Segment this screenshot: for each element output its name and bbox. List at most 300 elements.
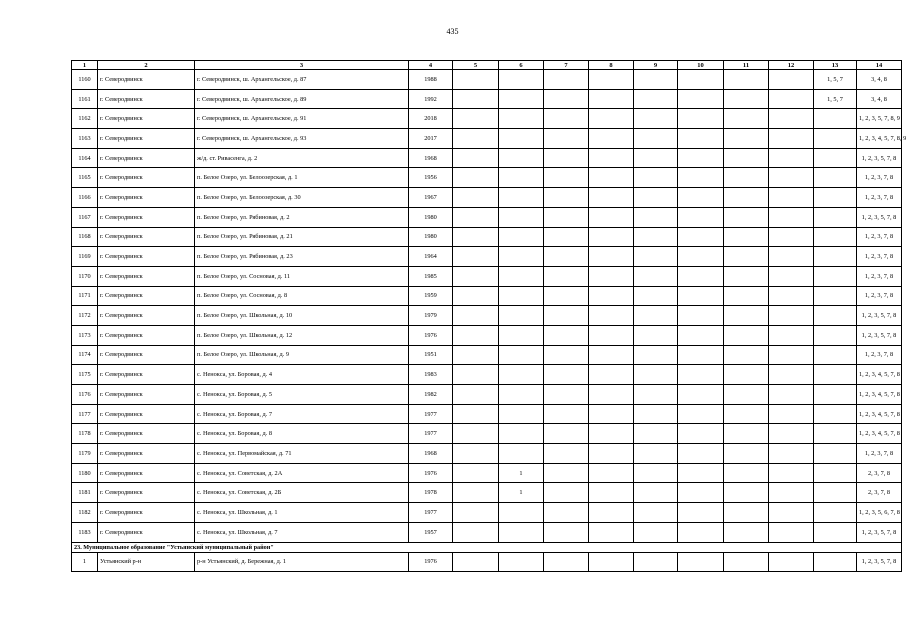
municipality-cell: г. Северодвинск bbox=[98, 70, 195, 90]
section-header-row bbox=[72, 542, 902, 552]
col11-cell bbox=[724, 266, 769, 286]
col5-cell bbox=[453, 385, 499, 405]
row-number-cell: 1170 bbox=[72, 266, 98, 286]
col10-cell bbox=[678, 552, 724, 572]
col8-cell bbox=[589, 247, 634, 267]
table-row bbox=[72, 345, 902, 365]
table-row bbox=[72, 306, 902, 326]
municipality-cell: г. Северодвинск bbox=[98, 306, 195, 326]
col5-cell bbox=[453, 109, 499, 129]
municipality-cell: г. Северодвинск bbox=[98, 227, 195, 247]
col10-cell bbox=[678, 365, 724, 385]
col12-cell bbox=[769, 325, 814, 345]
table-row bbox=[72, 247, 902, 267]
municipality-cell: г. Северодвинск bbox=[98, 188, 195, 208]
col13-cell bbox=[814, 247, 857, 267]
col10-cell bbox=[678, 266, 724, 286]
col12-cell bbox=[769, 345, 814, 365]
col5-cell bbox=[453, 227, 499, 247]
column-header: 7 bbox=[544, 61, 589, 70]
col10-cell bbox=[678, 404, 724, 424]
col11-cell bbox=[724, 522, 769, 542]
col11-cell bbox=[724, 483, 769, 503]
table-row bbox=[72, 365, 902, 385]
col12-cell bbox=[769, 70, 814, 90]
col11-cell bbox=[724, 424, 769, 444]
col6-cell bbox=[499, 385, 544, 405]
address-cell: п. Белое Озеро, ул. Белоозерская, д. 1 bbox=[195, 168, 409, 188]
municipality-cell: г. Северодвинск bbox=[98, 424, 195, 444]
address-cell: п. Белое Озеро, ул. Рябиновая, д. 23 bbox=[195, 247, 409, 267]
table-row bbox=[72, 522, 902, 542]
col10-cell bbox=[678, 522, 724, 542]
col13-cell bbox=[814, 444, 857, 464]
address-cell: п. Белое Озеро, ул. Школьная, д. 12 bbox=[195, 325, 409, 345]
col6-cell bbox=[499, 404, 544, 424]
col11-cell bbox=[724, 503, 769, 523]
year-cell: 1983 bbox=[409, 365, 453, 385]
table-row bbox=[72, 552, 902, 572]
col5-cell bbox=[453, 325, 499, 345]
col11-cell bbox=[724, 227, 769, 247]
col7-cell bbox=[544, 286, 589, 306]
col10-cell bbox=[678, 129, 724, 149]
address-cell: с. Ненокса, ул. Школьная, д. 1 bbox=[195, 503, 409, 523]
row-number-cell: 1162 bbox=[72, 109, 98, 129]
col13-cell bbox=[814, 552, 857, 572]
col13-cell bbox=[814, 522, 857, 542]
col5-cell bbox=[453, 148, 499, 168]
col10-cell bbox=[678, 306, 724, 326]
row-number-cell: 1169 bbox=[72, 247, 98, 267]
col11-cell bbox=[724, 365, 769, 385]
year-cell: 1951 bbox=[409, 345, 453, 365]
year-cell: 1967 bbox=[409, 188, 453, 208]
col10-cell bbox=[678, 286, 724, 306]
col6-cell bbox=[499, 227, 544, 247]
col7-cell bbox=[544, 325, 589, 345]
address-cell: с. Ненокса, ул. Боровая, д. 7 bbox=[195, 404, 409, 424]
col5-cell bbox=[453, 552, 499, 572]
row-number-cell: 1176 bbox=[72, 385, 98, 405]
col9-cell bbox=[634, 522, 678, 542]
col7-cell bbox=[544, 266, 589, 286]
col14-cell: 1, 2, 3, 7, 8 bbox=[857, 286, 902, 306]
row-number-cell: 1164 bbox=[72, 148, 98, 168]
col7-cell bbox=[544, 522, 589, 542]
col13-cell bbox=[814, 483, 857, 503]
col14-cell: 1, 2, 3, 4, 5, 7, 8 bbox=[857, 385, 902, 405]
col6-cell bbox=[499, 247, 544, 267]
municipality-cell: г. Северодвинск bbox=[98, 345, 195, 365]
col9-cell bbox=[634, 325, 678, 345]
year-cell: 2017 bbox=[409, 129, 453, 149]
column-header: 6 bbox=[499, 61, 544, 70]
col14-cell: 1, 2, 3, 7, 8 bbox=[857, 266, 902, 286]
col6-cell bbox=[499, 424, 544, 444]
col6-cell bbox=[499, 444, 544, 464]
col11-cell bbox=[724, 207, 769, 227]
col10-cell bbox=[678, 444, 724, 464]
col7-cell bbox=[544, 444, 589, 464]
col14-cell: 1, 2, 3, 5, 7, 8, 9 bbox=[857, 109, 902, 129]
column-header: 3 bbox=[195, 61, 409, 70]
col9-cell bbox=[634, 227, 678, 247]
year-cell: 1976 bbox=[409, 463, 453, 483]
col14-cell: 1, 2, 3, 7, 8 bbox=[857, 188, 902, 208]
row-number-cell: 1165 bbox=[72, 168, 98, 188]
address-cell: п. Белое Озеро, ул. Школьная, д. 9 bbox=[195, 345, 409, 365]
col13-cell bbox=[814, 503, 857, 523]
col11-cell bbox=[724, 385, 769, 405]
col14-cell: 2, 3, 7, 8 bbox=[857, 463, 902, 483]
municipality-cell: г. Северодвинск bbox=[98, 129, 195, 149]
col12-cell bbox=[769, 188, 814, 208]
table-row bbox=[72, 444, 902, 464]
col8-cell bbox=[589, 444, 634, 464]
year-cell: 1957 bbox=[409, 522, 453, 542]
table-body-ustyansky bbox=[72, 552, 902, 572]
col13-cell bbox=[814, 207, 857, 227]
col13-cell: 1, 5, 7 bbox=[814, 70, 857, 90]
table-row bbox=[72, 424, 902, 444]
col8-cell bbox=[589, 404, 634, 424]
col6-cell bbox=[499, 148, 544, 168]
col8-cell bbox=[589, 207, 634, 227]
year-cell: 1979 bbox=[409, 306, 453, 326]
col10-cell bbox=[678, 345, 724, 365]
col13-cell bbox=[814, 148, 857, 168]
col11-cell bbox=[724, 286, 769, 306]
col8-cell bbox=[589, 463, 634, 483]
col5-cell bbox=[453, 168, 499, 188]
col6-cell bbox=[499, 306, 544, 326]
col7-cell bbox=[544, 404, 589, 424]
address-cell: г. Северодвинск, ш. Архангельское, д. 93 bbox=[195, 129, 409, 149]
col9-cell bbox=[634, 188, 678, 208]
col12-cell bbox=[769, 444, 814, 464]
col8-cell bbox=[589, 89, 634, 109]
col13-cell: 1, 5, 7 bbox=[814, 89, 857, 109]
row-number-cell: 1181 bbox=[72, 483, 98, 503]
col11-cell bbox=[724, 70, 769, 90]
register-table bbox=[71, 60, 906, 572]
col11-cell bbox=[724, 404, 769, 424]
table-header-row bbox=[72, 61, 902, 70]
address-cell: с. Ненокса, ул. Боровая, д. 8 bbox=[195, 424, 409, 444]
municipality-cell: г. Северодвинск bbox=[98, 325, 195, 345]
municipality-cell: г. Северодвинск bbox=[98, 522, 195, 542]
col10-cell bbox=[678, 503, 724, 523]
address-cell: п. Белое Озеро, ул. Сосновая, д. 8 bbox=[195, 286, 409, 306]
municipality-cell: Устьянский р-н bbox=[98, 552, 195, 572]
col12-cell bbox=[769, 385, 814, 405]
col6-cell bbox=[499, 207, 544, 227]
year-cell: 1978 bbox=[409, 483, 453, 503]
address-cell: ж/д. ст. Ривасенга, д. 2 bbox=[195, 148, 409, 168]
col9-cell bbox=[634, 89, 678, 109]
col9-cell bbox=[634, 345, 678, 365]
row-number-cell: 1179 bbox=[72, 444, 98, 464]
col13-cell bbox=[814, 424, 857, 444]
col14-cell: 1, 2, 3, 5, 7, 8 bbox=[857, 522, 902, 542]
table-row bbox=[72, 404, 902, 424]
col14-cell: 1, 2, 3, 5, 7, 8 bbox=[857, 552, 902, 572]
row-number-cell: 1168 bbox=[72, 227, 98, 247]
col10-cell bbox=[678, 483, 724, 503]
col8-cell bbox=[589, 483, 634, 503]
column-header: 11 bbox=[724, 61, 769, 70]
year-cell: 2018 bbox=[409, 109, 453, 129]
col14-cell: 1, 2, 3, 7, 8 bbox=[857, 247, 902, 267]
col5-cell bbox=[453, 286, 499, 306]
col5-cell bbox=[453, 404, 499, 424]
col9-cell bbox=[634, 306, 678, 326]
col13-cell bbox=[814, 227, 857, 247]
col9-cell bbox=[634, 168, 678, 188]
municipality-cell: г. Северодвинск bbox=[98, 286, 195, 306]
table-row bbox=[72, 89, 902, 109]
table-row bbox=[72, 129, 902, 149]
row-number-cell: 1177 bbox=[72, 404, 98, 424]
col14-cell: 1, 2, 3, 5, 6, 7, 8 bbox=[857, 503, 902, 523]
col10-cell bbox=[678, 207, 724, 227]
col9-cell bbox=[634, 463, 678, 483]
page-number: 435 bbox=[446, 27, 459, 36]
col13-cell bbox=[814, 109, 857, 129]
address-cell: с. Ненокса, ул. Советская, д. 2Б bbox=[195, 483, 409, 503]
col8-cell bbox=[589, 70, 634, 90]
col5-cell bbox=[453, 483, 499, 503]
row-number-cell: 1180 bbox=[72, 463, 98, 483]
col5-cell bbox=[453, 522, 499, 542]
row-number-cell: 1160 bbox=[72, 70, 98, 90]
row-number-cell: 1163 bbox=[72, 129, 98, 149]
col10-cell bbox=[678, 188, 724, 208]
table-row bbox=[72, 109, 902, 129]
col7-cell bbox=[544, 385, 589, 405]
address-cell: с. Ненокса, ул. Школьная, д. 7 bbox=[195, 522, 409, 542]
row-number-cell: 1174 bbox=[72, 345, 98, 365]
col10-cell bbox=[678, 247, 724, 267]
col5-cell bbox=[453, 247, 499, 267]
table-row bbox=[72, 385, 902, 405]
col5-cell bbox=[453, 89, 499, 109]
col14-cell: 1, 2, 3, 4, 5, 7, 8 bbox=[857, 404, 902, 424]
col7-cell bbox=[544, 188, 589, 208]
col12-cell bbox=[769, 207, 814, 227]
municipality-cell: г. Северодвинск bbox=[98, 503, 195, 523]
row-number-cell: 1 bbox=[72, 552, 98, 572]
col8-cell bbox=[589, 227, 634, 247]
table-row bbox=[72, 483, 902, 503]
col10-cell bbox=[678, 424, 724, 444]
column-header: 5 bbox=[453, 61, 499, 70]
column-header: 8 bbox=[589, 61, 634, 70]
col14-cell: 1, 2, 3, 7, 8 bbox=[857, 168, 902, 188]
col6-cell bbox=[499, 266, 544, 286]
year-cell: 1985 bbox=[409, 266, 453, 286]
year-cell: 1964 bbox=[409, 247, 453, 267]
col6-cell bbox=[499, 129, 544, 149]
col5-cell bbox=[453, 207, 499, 227]
address-cell: г. Северодвинск, ш. Архангельское, д. 91 bbox=[195, 109, 409, 129]
row-number-cell: 1171 bbox=[72, 286, 98, 306]
col14-cell: 1, 2, 3, 4, 5, 7, 8 bbox=[857, 424, 902, 444]
col14-cell: 3, 4, 8 bbox=[857, 89, 902, 109]
col9-cell bbox=[634, 385, 678, 405]
municipality-cell: г. Северодвинск bbox=[98, 483, 195, 503]
col5-cell bbox=[453, 424, 499, 444]
col8-cell bbox=[589, 266, 634, 286]
col13-cell bbox=[814, 266, 857, 286]
col6-cell bbox=[499, 286, 544, 306]
col9-cell bbox=[634, 266, 678, 286]
municipality-cell: г. Северодвинск bbox=[98, 444, 195, 464]
column-header: 4 bbox=[409, 61, 453, 70]
col8-cell bbox=[589, 424, 634, 444]
row-number-cell: 1173 bbox=[72, 325, 98, 345]
year-cell: 1980 bbox=[409, 227, 453, 247]
municipality-cell: г. Северодвинск bbox=[98, 207, 195, 227]
year-cell: 1980 bbox=[409, 207, 453, 227]
col12-cell bbox=[769, 522, 814, 542]
col9-cell bbox=[634, 552, 678, 572]
col8-cell bbox=[589, 109, 634, 129]
col7-cell bbox=[544, 148, 589, 168]
col9-cell bbox=[634, 247, 678, 267]
col12-cell bbox=[769, 266, 814, 286]
col14-cell: 1, 2, 3, 7, 8 bbox=[857, 444, 902, 464]
col7-cell bbox=[544, 483, 589, 503]
col9-cell bbox=[634, 109, 678, 129]
col12-cell bbox=[769, 483, 814, 503]
col7-cell bbox=[544, 89, 589, 109]
col8-cell bbox=[589, 148, 634, 168]
row-number-cell: 1182 bbox=[72, 503, 98, 523]
col12-cell bbox=[769, 286, 814, 306]
col5-cell bbox=[453, 129, 499, 149]
col6-cell bbox=[499, 552, 544, 572]
row-number-cell: 1175 bbox=[72, 365, 98, 385]
column-header: 2 bbox=[98, 61, 195, 70]
col11-cell bbox=[724, 89, 769, 109]
table-body-section bbox=[72, 542, 902, 552]
col7-cell bbox=[544, 552, 589, 572]
col14-cell: 2, 3, 7, 8 bbox=[857, 483, 902, 503]
col12-cell bbox=[769, 148, 814, 168]
col9-cell bbox=[634, 365, 678, 385]
col5-cell bbox=[453, 463, 499, 483]
year-cell: 1988 bbox=[409, 70, 453, 90]
address-cell: п. Белое Озеро, ул. Сосновая, д. 11 bbox=[195, 266, 409, 286]
col11-cell bbox=[724, 247, 769, 267]
col6-cell bbox=[499, 365, 544, 385]
col7-cell bbox=[544, 109, 589, 129]
col12-cell bbox=[769, 109, 814, 129]
year-cell: 1977 bbox=[409, 503, 453, 523]
col7-cell bbox=[544, 503, 589, 523]
row-number-cell: 1183 bbox=[72, 522, 98, 542]
col6-cell bbox=[499, 325, 544, 345]
table-body-severodvinsk bbox=[72, 70, 906, 543]
col8-cell bbox=[589, 365, 634, 385]
col5-cell bbox=[453, 444, 499, 464]
col5-cell bbox=[453, 503, 499, 523]
col11-cell bbox=[724, 325, 769, 345]
col10-cell bbox=[678, 463, 724, 483]
col10-cell bbox=[678, 168, 724, 188]
col7-cell bbox=[544, 345, 589, 365]
col10-cell bbox=[678, 89, 724, 109]
col5-cell bbox=[453, 188, 499, 208]
year-cell: 1956 bbox=[409, 168, 453, 188]
col8-cell bbox=[589, 385, 634, 405]
col9-cell bbox=[634, 444, 678, 464]
address-cell: с. Ненокса, ул. Первомайская, д. 71 bbox=[195, 444, 409, 464]
municipality-cell: г. Северодвинск bbox=[98, 365, 195, 385]
col6-cell bbox=[499, 89, 544, 109]
col9-cell bbox=[634, 483, 678, 503]
col11-cell bbox=[724, 148, 769, 168]
address-cell: п. Белое Озеро, ул. Рябиновая, д. 21 bbox=[195, 227, 409, 247]
row-number-cell: 1172 bbox=[72, 306, 98, 326]
col14-cell: 1, 2, 3, 5, 7, 8 bbox=[857, 306, 902, 326]
col13-cell bbox=[814, 188, 857, 208]
table-row bbox=[72, 463, 902, 483]
table-row bbox=[72, 325, 902, 345]
col6-cell bbox=[499, 70, 544, 90]
col13-cell bbox=[814, 286, 857, 306]
municipality-cell: г. Северодвинск bbox=[98, 266, 195, 286]
column-header: 13 bbox=[814, 61, 857, 70]
col9-cell bbox=[634, 404, 678, 424]
year-cell: 1977 bbox=[409, 424, 453, 444]
row-number-cell: 1178 bbox=[72, 424, 98, 444]
col6-cell: 1 bbox=[499, 483, 544, 503]
col13-cell bbox=[814, 325, 857, 345]
col12-cell bbox=[769, 129, 814, 149]
col14-cell: 1, 2, 3, 5, 7, 8 bbox=[857, 207, 902, 227]
col14-cell: 1, 2, 3, 5, 7, 8 bbox=[857, 325, 902, 345]
col7-cell bbox=[544, 227, 589, 247]
col14-cell: 1, 2, 3, 7, 8 bbox=[857, 345, 902, 365]
table-row bbox=[72, 286, 902, 306]
col13-cell bbox=[814, 365, 857, 385]
col11-cell bbox=[724, 306, 769, 326]
year-cell: 1982 bbox=[409, 385, 453, 405]
address-cell: г. Северодвинск, ш. Архангельское, д. 89 bbox=[195, 89, 409, 109]
col6-cell bbox=[499, 188, 544, 208]
column-header: 10 bbox=[678, 61, 724, 70]
col5-cell bbox=[453, 345, 499, 365]
col10-cell bbox=[678, 227, 724, 247]
row-number-cell: 1166 bbox=[72, 188, 98, 208]
col8-cell bbox=[589, 503, 634, 523]
col9-cell bbox=[634, 207, 678, 227]
col8-cell bbox=[589, 168, 634, 188]
col9-cell bbox=[634, 70, 678, 90]
col14-cell: 1, 2, 3, 7, 8 bbox=[857, 227, 902, 247]
table-row bbox=[72, 266, 902, 286]
year-cell: 1968 bbox=[409, 148, 453, 168]
table-row bbox=[72, 148, 902, 168]
col12-cell bbox=[769, 247, 814, 267]
table-row bbox=[72, 188, 902, 208]
col9-cell bbox=[634, 148, 678, 168]
col12-cell bbox=[769, 168, 814, 188]
column-header: 9 bbox=[634, 61, 678, 70]
